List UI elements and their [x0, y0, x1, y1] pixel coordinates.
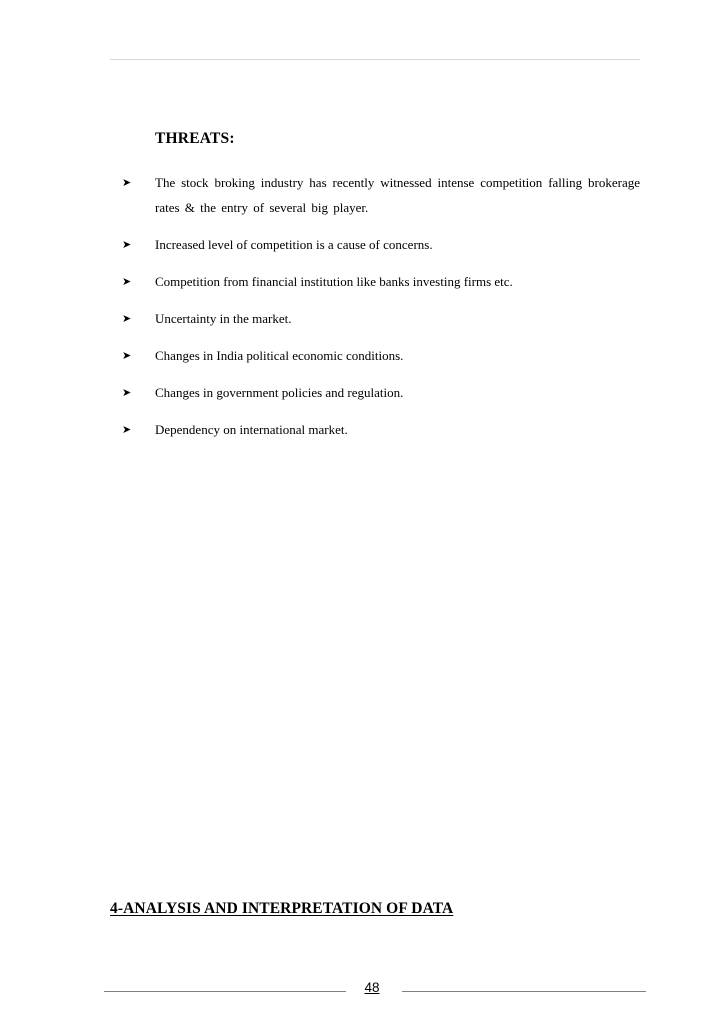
- list-item: [120, 380, 640, 405]
- threats-list: [120, 170, 640, 454]
- list-item-text: Changes in India political economic conditions.: [155, 348, 404, 363]
- arrowhead-bullet-icon: ➤: [122, 312, 132, 325]
- header-rule: [110, 59, 640, 60]
- list-item-text: Competition from financial institution like banks investing firms etc.: [155, 274, 513, 289]
- list-item: [120, 417, 640, 442]
- arrowhead-bullet-icon: ➤: [122, 386, 132, 399]
- section-heading: THREATS:: [155, 130, 235, 147]
- arrowhead-bullet-icon: ➤: [122, 275, 132, 288]
- list-item: [120, 232, 640, 257]
- chapter-heading: 4-ANALYSIS AND INTERPRETATION OF DATA: [110, 900, 454, 917]
- page-number: 48: [364, 980, 380, 995]
- arrowhead-bullet-icon: ➤: [122, 238, 132, 251]
- footer-rule-right: [402, 991, 646, 992]
- list-item-text: Dependency on international market.: [155, 422, 348, 437]
- footer-rule-left: [104, 991, 346, 992]
- list-item-text: Increased level of competition is a cause of concerns.: [155, 237, 433, 252]
- arrowhead-bullet-icon: ➤: [122, 176, 132, 189]
- list-item-text: The stock broking industry has recently witnessed intense competition falling brokerage rates & the entry of several big player.: [155, 175, 640, 215]
- arrowhead-bullet-icon: ➤: [122, 349, 132, 362]
- list-item: [120, 170, 640, 220]
- arrowhead-bullet-icon: ➤: [122, 423, 132, 436]
- list-item: [120, 269, 640, 294]
- list-item-text: Changes in government policies and regulation.: [155, 385, 404, 400]
- list-item: [120, 343, 640, 368]
- list-item: [120, 306, 640, 331]
- list-item-text: Uncertainty in the market.: [155, 311, 292, 326]
